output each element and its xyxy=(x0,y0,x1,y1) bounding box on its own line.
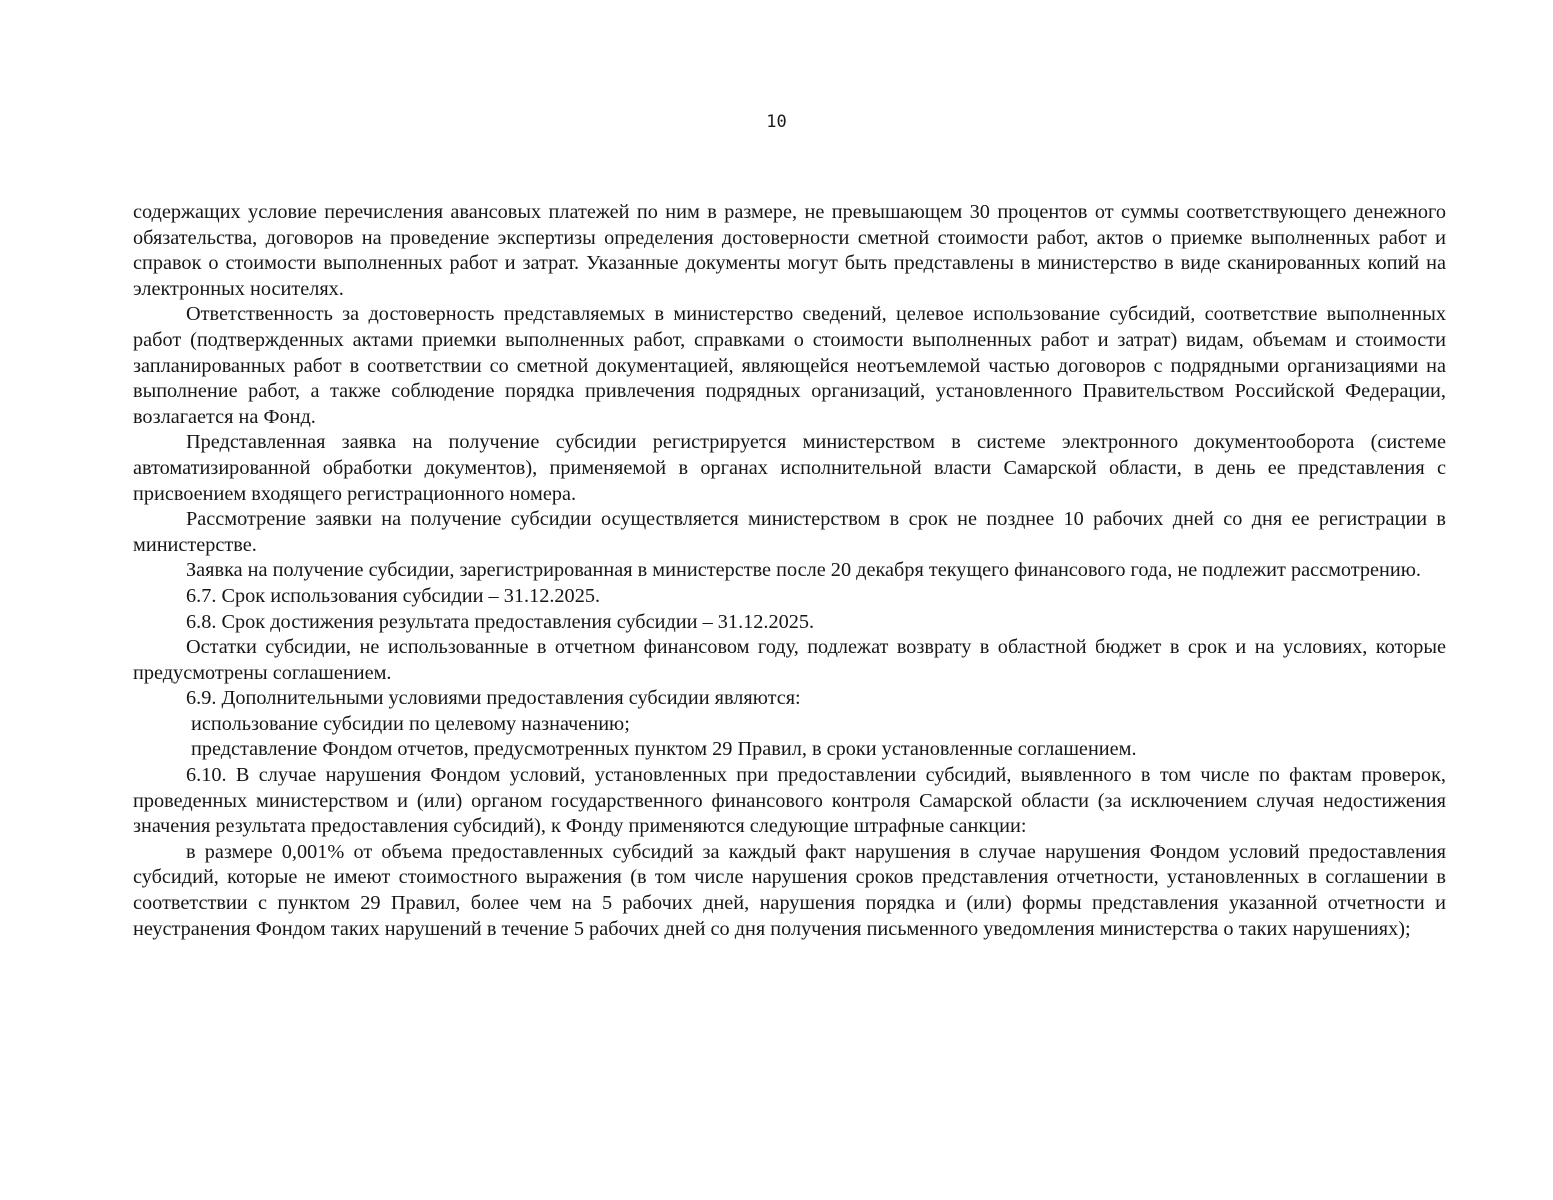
clause-6-10: 6.10. В случае нарушения Фондом условий, установленных при предоставлении субсидий, выявленного в том числе по фактам проверок, проведенных министерством и (или) органом государственного финансового контроля Самарской области (за исключением случая недостижения значения результата предоставления субсидий), к Фонду применяются следующие штрафные санкции: xyxy=(133,764,1446,838)
condition-item-target-use: использование субсидии по целевому назначению; xyxy=(191,712,630,735)
paragraph-responsibility: Ответственность за достоверность представляемых в министерство сведений, целевое использование субсидий, соответствие выполненных работ (подтвержденных актами приемки выполненных работ, справками о стоимости выполненных работ и затрат) видам, объемам и стоимости запланированных работ в соответствии со сметной документацией, являющейся неотъемлемой частью договоров с подрядными организациями на выполнение работ, а также соблюдение порядка привлечения подрядных организаций, установленного Правительством Российской Федерации, возлагается на Фонд. xyxy=(133,303,1446,428)
paragraph-late-application: Заявка на получение субсидии, зарегистрированная в министерстве после 20 декабря текущего финансового года, не подлежит рассмотрению. xyxy=(186,559,1421,582)
page-number: 10 xyxy=(766,112,787,132)
clause-6-7: 6.7. Срок использования субсидии – 31.12.2025. xyxy=(186,584,601,607)
clause-6-8: 6.8. Срок достижения результата предоставления субсидии – 31.12.2025. xyxy=(186,610,815,633)
paragraph-continuation: содержащих условие перечисления авансовых платежей по ним в размере, не превышающем 30 процентов от суммы соответствующего денежного обязательства, договоров на проведение экспертизы определения достоверности сметной стоимости работ, актов о приемке выполненных работ и справок о стоимости выполненных работ и затрат. Указанные документы могут быть представлены в министерство в виде сканированных копий на электронных носителях. xyxy=(133,201,1446,300)
paragraph-penalty: в размере 0,001% от объема предоставленных субсидий за каждый факт нарушения в случае нарушения Фондом условий предоставления субсидий, которые не имеют стоимостного выражения (в том числе нарушения сроков представления отчетности, установленных в соглашении в соответствии с пунктом 29 Правил, более чем на 5 рабочих дней, нарушения порядка и (или) формы представления указанной отчетности и неустранения Фондом таких нарушений в течение 5 рабочих дней со дня получения письменного уведомления министерства о таких нарушениях); xyxy=(133,840,1446,940)
paragraph-registration: Представленная заявка на получение субсидии регистрируется министерством в системе электронного документооборота (системе автоматизированной обработки документов), применяемой в органах исполнительной власти Самарской области, в день ее представления с присвоением входящего регистрационного номера. xyxy=(133,431,1446,505)
condition-item-reports: представление Фондом отчетов, предусмотренных пунктом 29 Правил, в сроки установленные соглашением. xyxy=(191,738,1137,761)
document-body xyxy=(133,200,1446,942)
paragraph-review-term: Рассмотрение заявки на получение субсидии осуществляется министерством в срок не позднее 10 рабочих дней со дня ее регистрации в министерстве. xyxy=(133,508,1446,556)
clause-6-9: 6.9. Дополнительными условиями предоставления субсидии являются: xyxy=(186,687,801,710)
paragraph-remaining-funds: Остатки субсидии, не использованные в отчетном финансовом году, подлежат возврату в областной бюджет в срок и на условиях, которые предусмотрены соглашением. xyxy=(133,636,1446,684)
